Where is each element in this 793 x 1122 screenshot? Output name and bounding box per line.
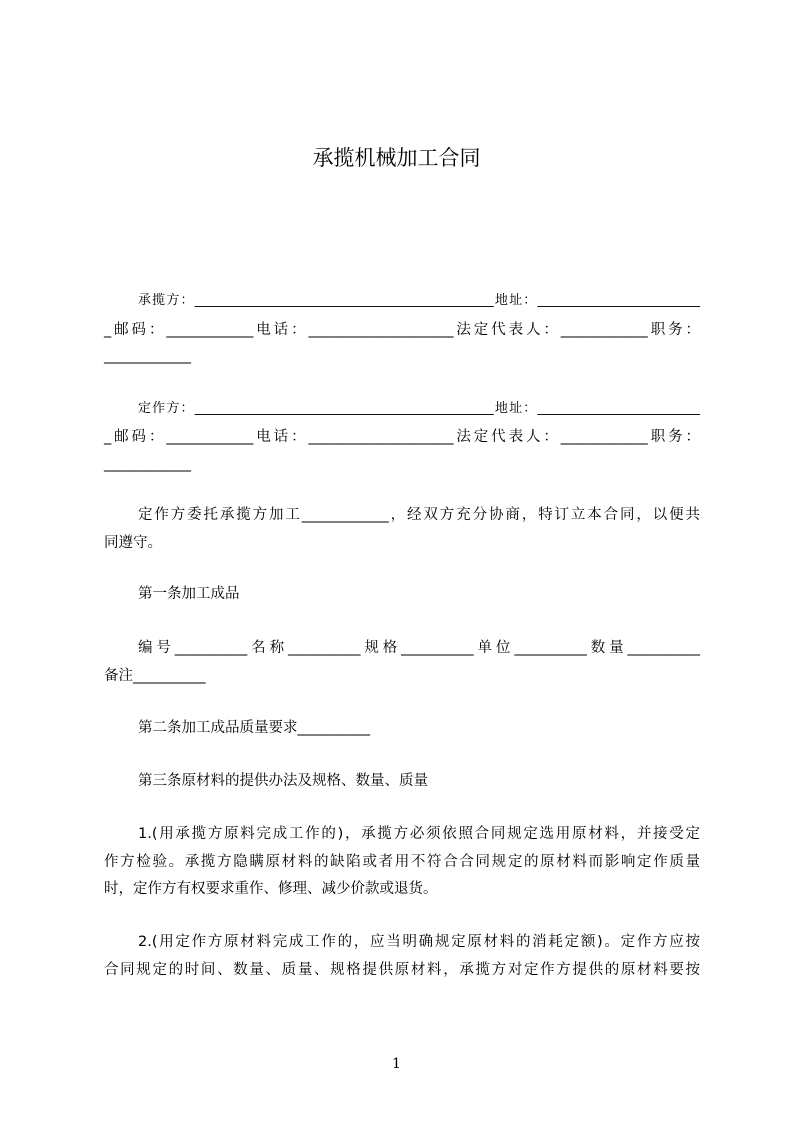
clause-1-line-3: 时，定作方有权要求重作、修理、减少价款或退货。 — [104, 881, 438, 897]
page-number: 1 — [392, 1056, 401, 1072]
article-2-heading: 第二条加工成品质量要求__________ — [138, 720, 370, 736]
product-fields-line-1: 编号__________名称__________规格__________单位__________数量__________ — [138, 640, 700, 656]
contractor-info-line-3: ____________ — [104, 348, 191, 364]
ordering-party-info-line-3: ____________ — [104, 456, 191, 472]
intro-paragraph-line-1: 定作方委托承揽方加工____________，经双方充分协商，特订立本合同，以便共 — [138, 507, 700, 523]
contractor-info-line-1: 承揽方：______________________________________________地址：_________________________ — [138, 293, 700, 308]
clause-2-line-2: 合同规定的时间、数量、质量、规格提供原材料，承揽方对定作方提供的原材料要按 — [104, 962, 700, 978]
ordering-party-info-line-2: _邮码：____________电话：____________________法定代表人：____________职务： — [104, 429, 700, 445]
contractor-info-line-2: _邮码：____________电话：____________________法定代表人：____________职务： — [104, 322, 700, 338]
article-3-heading: 第三条原材料的提供办法及规格、数量、质量 — [138, 773, 428, 789]
product-fields-line-2: 备注__________ — [104, 668, 206, 684]
ordering-party-info-line-1: 定作方：______________________________________________地址：_________________________ — [138, 401, 700, 416]
clause-1-line-1: 1.(用承揽方原料完成工作的)，承揽方必须依照合同规定选用原材料，并接受定 — [138, 826, 700, 842]
clause-1-line-2: 作方检验。承揽方隐瞒原材料的缺陷或者用不符合合同规定的原材料而影响定作质量 — [104, 854, 700, 870]
document-title: 承揽机械加工合同 — [312, 146, 481, 170]
intro-paragraph-line-2: 同遵守。 — [104, 535, 162, 551]
clause-2-line-1: 2.(用定作方原材料完成工作的，应当明确规定原材料的消耗定额)。定作方应按 — [138, 934, 700, 950]
article-1-heading: 第一条加工成品 — [138, 586, 240, 602]
